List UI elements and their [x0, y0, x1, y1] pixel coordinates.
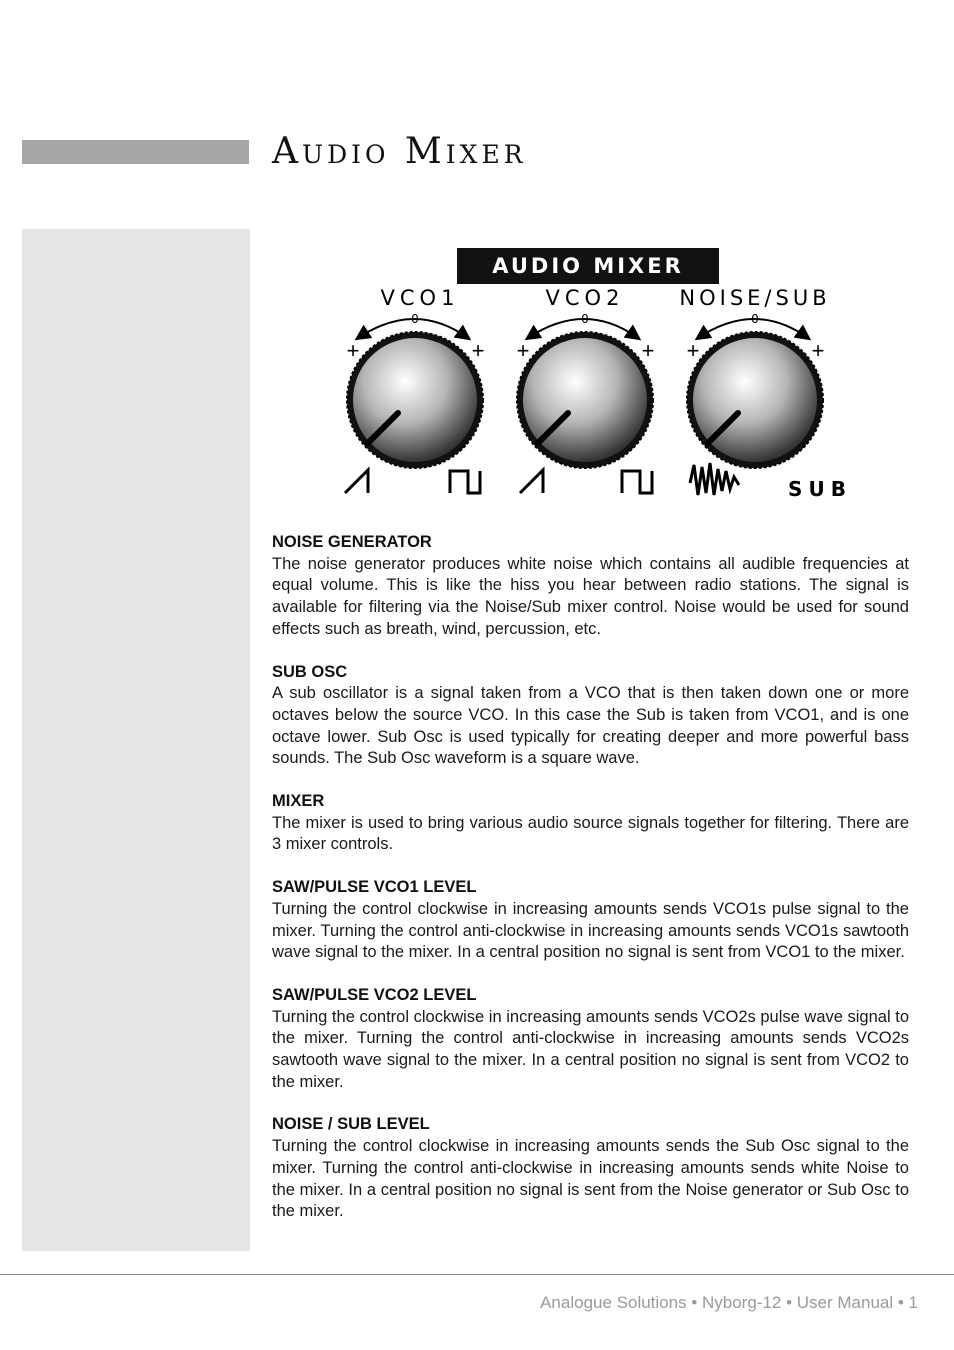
section-heading: SAW/PULSE VCO1 LEVEL — [272, 878, 477, 897]
vco1-plus-right: + — [471, 338, 485, 363]
section-noise-generator — [272, 532, 909, 641]
sub-label: SUB — [788, 477, 852, 501]
section-body: A sub oscillator is a signal taken from a VCO that is then taken down one or more octaves below the source VCO. In this case the Sub is taken from VCO1, and is one octave lower. Sub Osc is used typically for creating deeper and more powerful bass sounds. The Sub Osc waveform is a square wave. — [272, 684, 909, 768]
pulse-wave-icon — [450, 471, 480, 493]
section-heading: MIXER — [272, 792, 325, 811]
panel-label: AUDIO MIXER — [492, 254, 684, 278]
section-heading: NOISE / SUB LEVEL — [272, 1115, 430, 1134]
noise-sub-knob[interactable] — [679, 286, 852, 501]
noise-sub-plus-right: + — [811, 338, 825, 363]
page-title: Audio Mixer — [272, 131, 527, 172]
noise-wave-icon — [690, 463, 739, 495]
section-body: The noise generator produces white noise which contains all audible frequencies at equal volume. This is like the hiss you hear between radio stations. The signal is available for filtering via the Noise/Sub mixer control. Noise would be used for sound effects such as breath, wind, percussion, etc. — [272, 554, 909, 638]
section-heading: NOISE GENERATOR — [272, 533, 432, 551]
section-body: Turning the control clockwise in increasing amounts sends the Sub Osc signal to the mixer. Turning the control anti-clockwise in increasing amounts sends white Noise to the mixer. In a central position no signal is sent from the Noise generator or Sub Osc to the mixer. — [272, 1137, 909, 1221]
section-heading: SAW/PULSE VCO2 LEVEL — [272, 985, 477, 1004]
vco1-plus-left: + — [346, 338, 360, 363]
vco1-knob[interactable] — [345, 286, 484, 493]
section-heading: SUB OSC — [272, 662, 348, 681]
page-footer: Analogue Solutions • Nyborg-12 • User Manual • 1 — [540, 1293, 918, 1312]
vco1-zero-mark: 0 — [411, 312, 419, 326]
header-bar — [22, 140, 249, 164]
vco2-zero-mark: 0 — [581, 312, 589, 326]
section-body: Turning the control clockwise in increasing amounts sends VCO2s pulse wave signal to the mixer. Turning the control anti-clockwise in increasing amounts sends VCO2s sawtooth wave signal to the mixer. In a central position no signal is sent from VCO2 to the mixer. — [272, 1007, 909, 1091]
audio-mixer-panel-figure — [340, 245, 860, 510]
vco2-plus-left: + — [516, 338, 530, 363]
section-sub-osc — [272, 662, 909, 771]
main-content — [272, 532, 909, 1244]
saw-wave-icon — [520, 470, 543, 493]
saw-wave-icon — [345, 470, 368, 493]
pulse-wave-icon — [622, 471, 652, 493]
vco2-plus-right: + — [641, 338, 655, 363]
section-vco2-level — [272, 985, 909, 1094]
vco2-label: VCO2 — [545, 286, 625, 310]
noise-sub-plus-left: + — [686, 338, 700, 363]
section-noise-sub-level — [272, 1114, 909, 1223]
sidebar-panel — [22, 229, 250, 1251]
vco2-knob[interactable] — [517, 286, 655, 493]
section-mixer — [272, 791, 909, 856]
noise-sub-zero-mark: 0 — [751, 312, 759, 326]
footer-divider — [0, 1274, 954, 1275]
noise-sub-label: NOISE/SUB — [679, 286, 831, 310]
vco1-label: VCO1 — [380, 286, 460, 310]
section-body: Turning the control clockwise in increasing amounts sends VCO1s pulse signal to the mixer. Turning the control anti-clockwise in increasing amounts sends VCO1s sawtooth wave signal to the mixer. In a central position no signal is sent from VCO1 to the mixer. — [272, 899, 909, 962]
section-vco1-level — [272, 877, 909, 964]
section-body: The mixer is used to bring various audio source signals together for filtering. There are 3 mixer controls. — [272, 813, 909, 854]
